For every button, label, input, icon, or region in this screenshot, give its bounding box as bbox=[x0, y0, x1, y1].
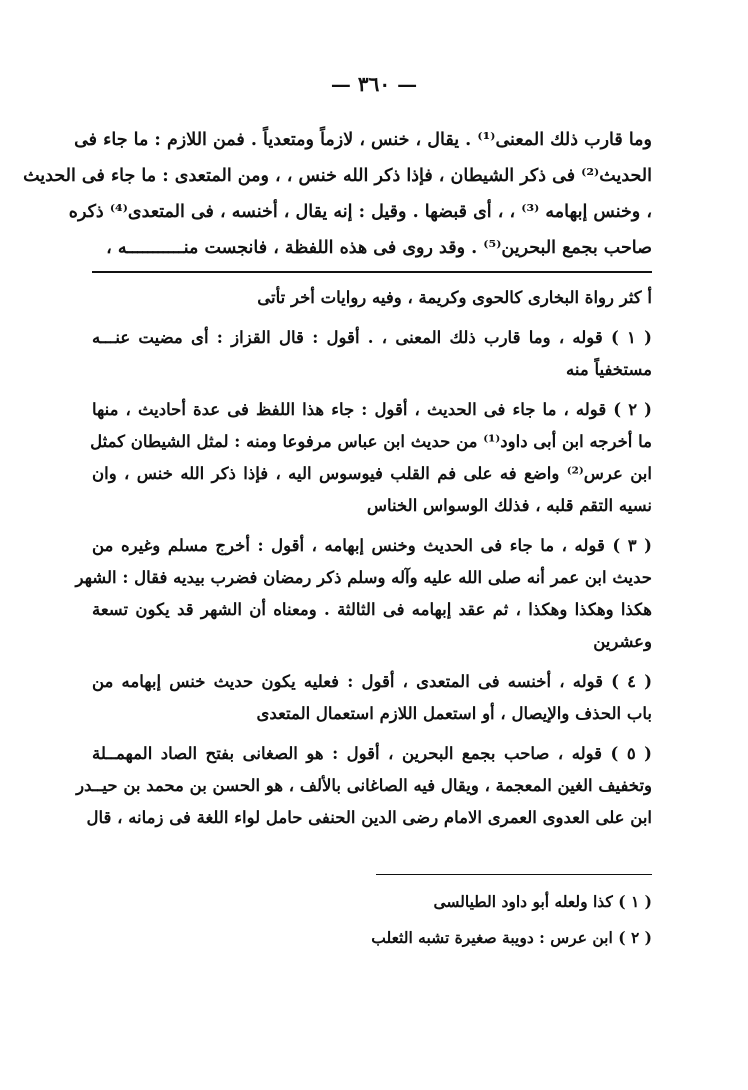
commentary-line: وعشرين bbox=[593, 632, 652, 651]
footnote: ( ٢ ) ابن عرس : دويبة صغيرة تشبه الثعلب bbox=[371, 928, 652, 947]
commentary-line: ( ١ ) قوله ، وما قارب ذلك المعنى ، . أقول : قال القزاز : أى مضيت عنـــه bbox=[92, 328, 652, 347]
commentary-line: ( ٢ ) قوله ، ما جاء فى الحديث ، أقول : جاء هذا اللفظ فى عدة أحاديث ، منها bbox=[92, 400, 652, 419]
main-text-line: ، وخنس إبهامه ⁽³⁾ ، ، أى قبضها . وقيل : إنه يقال ، أخنسه ، فى المتعدى⁽⁴⁾ ذكره bbox=[68, 202, 652, 222]
main-text bbox=[23, 122, 652, 266]
commentary-line: ( ٤ ) قوله ، أخنسه فى المتعدى ، أقول : فعليه يكون حديث خنس إبهامه من bbox=[92, 672, 653, 691]
commentary-note-4 bbox=[92, 666, 652, 730]
footnote: ( ١ ) كذا ولعله أبو داود الطيالسى bbox=[433, 892, 652, 911]
main-text-line: الحديث⁽²⁾ فى ذكر الشيطان ، فإذا ذكر الله خنس ، ، ومن المتعدى : ما جاء فى الحديث bbox=[23, 166, 652, 186]
page-number: — ٣٦٠ — bbox=[330, 72, 418, 96]
commentary-note-1 bbox=[92, 322, 652, 386]
commentary-line: وتخفيف الغين المعجمة ، ويقال فيه الصاغانى بالألف ، هو الحسن بن محمد بن حيــدر bbox=[76, 776, 652, 795]
commentary-line: باب الحذف والإيصال ، أو استعمل اللازم استعمال المتعدى bbox=[256, 704, 652, 723]
main-text-line: صاحب بجمع البحرين⁽⁵⁾ . وقد روى فى هذه اللفظة ، فانجست منـــــــــــه ، bbox=[106, 238, 652, 258]
main-text-line: وما قارب ذلك المعنى⁽¹⁾ . يقال ، خنس ، لازماً ومتعدياً . فمن اللازم : ما جاء فى bbox=[74, 130, 652, 150]
commentary-line: أ كثر رواة البخارى كالحوى وكريمة ، وفيه روايات أخر تأتى bbox=[257, 288, 652, 307]
commentary bbox=[75, 282, 653, 842]
commentary-line: نسيه التقم قلبه ، فذلك الوسواس الخناس bbox=[366, 496, 652, 515]
footnote-divider bbox=[376, 874, 652, 875]
commentary-line: ابن عرس⁽²⁾ واضع فه على فم القلب فيوسوس اليه ، فإذا ذكر الله خنس ، وان bbox=[92, 464, 652, 483]
commentary-line: ما أخرجه ابن أبى داود⁽¹⁾ من حديث ابن عباس مرفوعا ومنه : لمثل الشيطان كمثل bbox=[90, 432, 652, 451]
commentary-note-5 bbox=[76, 738, 652, 834]
commentary-intro bbox=[92, 282, 652, 314]
commentary-line: حديث ابن عمر أنه صلى الله عليه وآله وسلم ذكر رمضان فضرب بيديه فقال : الشهر bbox=[75, 568, 652, 587]
commentary-line: ( ٥ ) قوله ، صاحب بجمع البحرين ، أقول : هو الصغانى بفتح الصاد المهمــلة bbox=[92, 744, 652, 763]
section-divider bbox=[92, 271, 652, 273]
commentary-line: ( ٣ ) قوله ، ما جاء فى الحديث وخنس إبهامه ، أقول : أخرج مسلم وغيره من bbox=[92, 536, 652, 555]
commentary-line: ابن على العدوى العمرى الامام رضى الدين الحنفى حامل لواء اللغة فى زمانه ، قال bbox=[86, 808, 652, 827]
commentary-line: هكذا وهكذا وهكذا ، ثم عقد إبهامه فى الثالثة . ومعناه أن الشهر قد يكون تسعة bbox=[92, 600, 652, 619]
commentary-note-3 bbox=[75, 530, 652, 658]
footnotes bbox=[92, 884, 652, 956]
commentary-line: مستخفياً منه bbox=[566, 360, 652, 379]
commentary-note-2 bbox=[92, 394, 652, 522]
